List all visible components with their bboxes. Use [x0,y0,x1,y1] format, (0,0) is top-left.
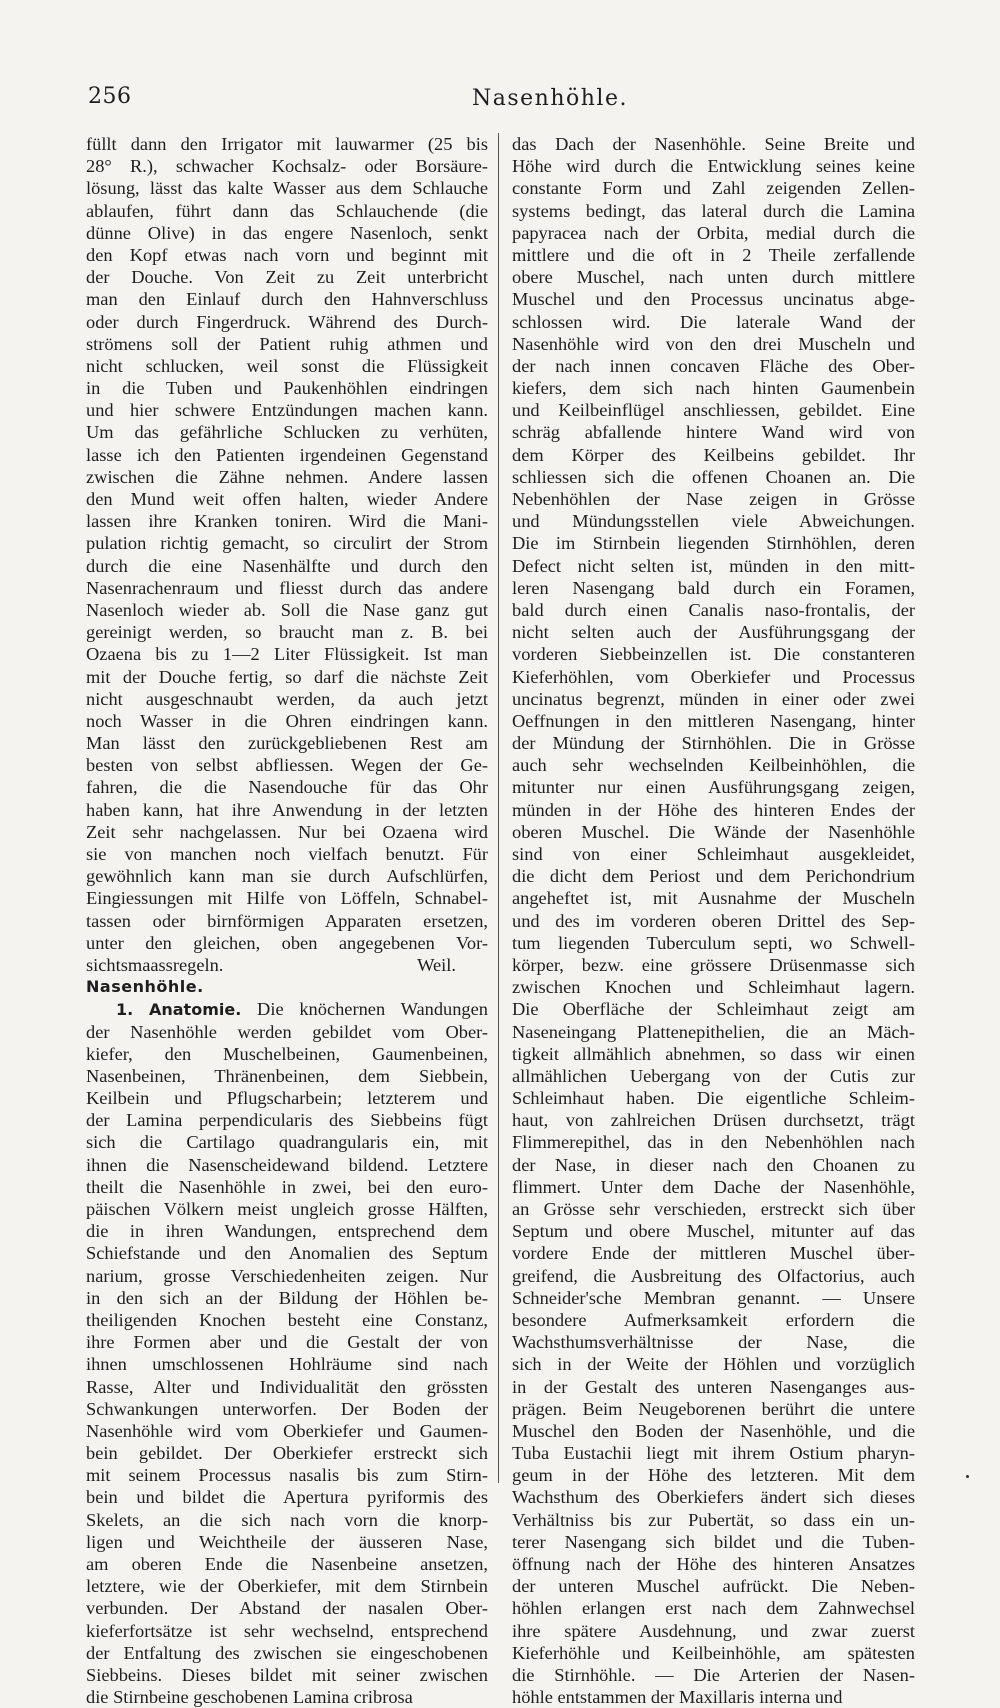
text-line: und des im vorderen oberen Drittel des Sep- [512,910,915,932]
text-line: prägen. Beim Neugeborenen berührt die untere [512,1398,915,1420]
paragraph-anatomy-continued [512,133,915,1708]
text-line: ihnen umschlossenen Hohlräume sind nach [86,1353,488,1375]
text-line: angeheftet ist, mit Ausnahme der Muscheln [512,887,915,909]
text-line: Muschel und den Processus uncinatus abge- [512,288,915,310]
text-line: Flimmerepithel, das in den Nebenhöhlen nach [512,1131,915,1153]
text-line: ihre Formen aber und die Gestalt der von [86,1331,488,1353]
text-line: münden in der Höhe des hinteren Endes der [512,799,915,821]
left-column [86,133,488,1708]
text-line: der unteren Muschel aufrückt. Die Neben- [512,1575,915,1597]
text-line: die dicht dem Periost und dem Perichondrium [512,865,915,887]
text-line: nicht ausgeschnaubt werden, da auch jetzt [86,688,488,710]
text-line: unter den gleichen, oben angegebenen Vor- [86,932,488,954]
text-line: Schwankungen unterworfen. Der Boden der [86,1398,488,1420]
text-line: pulation richtig gemacht, so circulirt der Strom [86,532,488,554]
text-line: in der Gestalt des unteren Nasenganges aus- [512,1376,915,1398]
text-line: lösung, lässt das kalte Wasser aus dem Schlauche [86,177,488,199]
text-line: uncinatus begrenzt, münden in einer oder zwei [512,688,915,710]
text-line: Schiefstande und den Anomalien des Septum [86,1242,488,1264]
text-line: an Grösse sehr verschieden, erstreckt sich über [512,1198,915,1220]
text-line: der Nase, in dieser nach den Choanen zu [512,1154,915,1176]
text-line: Kieferhöhle und Keilbeinhöhle, am spätesten [512,1642,915,1664]
text-line: Wachsthumsverhältnisse der Nase, die [512,1331,915,1353]
text-line: kieferfortsätze ist sehr wechselnd, entsprechend [86,1620,488,1642]
text-line: systems bedingt, das lateral durch die Lamina [512,200,915,222]
text-line: in die Tuben und Paukenhöhlen eindringen [86,377,488,399]
text-line: schlossen wird. Die laterale Wand der [512,311,915,333]
text-line: sich in der Weite der Höhlen und vorzüglich [512,1353,915,1375]
text-line: der nach innen concaven Fläche des Ober- [512,355,915,377]
text-line: mit seinem Processus nasalis bis zum Stirn- [86,1464,488,1486]
text-line: ablaufen, führt dann das Schlauchende (die [86,200,488,222]
paragraph-irrigation [86,133,488,954]
text-line: theiligenden Knochen besteht eine Constanz, [86,1309,488,1331]
text-line: den Mund weit offen halten, wieder Andere [86,488,488,510]
text-line: zwischen Knochen und Schleimhaut lagern. [512,976,915,998]
text-line: bald durch einen Canalis naso-frontalis, der [512,599,915,621]
text-line: schliessen sich die offenen Choanen an. Die [512,466,915,488]
subsection-number: 1. [116,1000,133,1019]
text-line: Wachsthum des Oberkiefers ändert sich dieses [512,1486,915,1508]
text-line: noch Wasser in die Ohren eindringen kann. [86,710,488,732]
text-line: terer Nasengang sich bildet und die Tuben- [512,1531,915,1553]
text-line: der Entfaltung des zwischen sie eingeschobenen [86,1642,488,1664]
text-line: Oeffnungen in den mittleren Nasengang, hinter [512,710,915,732]
text-line: öffnung nach der Höhe des hinteren Ansatzes [512,1553,915,1575]
text-line: der Lamina perpendicularis des Siebbeins fügt [86,1109,488,1131]
text-line: sich die Cartilago quadrangularis ein, mit [86,1131,488,1153]
text-line: der Nasenhöhle werden gebildet vom Ober- [86,1021,488,1043]
text-line: Höhe wird durch die Entwicklung seines keine [512,155,915,177]
text-line: papyracea nach der Orbita, medial durch die [512,222,915,244]
text-line: Nasenrachenraum und fliesst durch das andere [86,577,488,599]
text-line: Skelets, an die sich nach vorn die knorp- [86,1509,488,1531]
text-line: Die Oberfläche der Schleimhaut zeigt am [512,998,915,1020]
section-heading: Nasenhöhle. [86,976,488,998]
text-line: bein gebildet. Der Oberkiefer erstreckt sich [86,1442,488,1464]
text-line: höhlen erlangen erst nach dem Zahnwechsel [512,1597,915,1619]
text-line: verbunden. Der Abstand der nasalen Ober- [86,1597,488,1619]
text-line: mit der Douche fertig, so darf die nächste Zeit [86,666,488,688]
text-line: Naseneingang Plattenepithelien, die an Mäch- [512,1021,915,1043]
text-line: und hier schwere Entzündungen machen kann. [86,399,488,421]
text-line: Kieferhöhlen, vom Oberkiefer und Processus [512,666,915,688]
text-line: leren Nasengang bald durch ein Foramen, [512,577,915,599]
text-line: narium, grosse Verschiedenheiten zeigen. Nur [86,1265,488,1287]
text-line: füllt dann den Irrigator mit lauwarmer (25 bis [86,133,488,155]
text-line: oberen Muschel. Die Wände der Nasenhöhle [512,821,915,843]
text-line: nicht selten auch der Ausführungsgang der [512,621,915,643]
text-line: Nasenbeinen, Thränenbeinen, dem Siebbein, [86,1065,488,1087]
subsection-title: Anatomie. [149,1000,241,1019]
text-line: gereinigt werden, so braucht man z. B. bei [86,621,488,643]
text-line: man den Einlauf durch den Hahnverschluss [86,288,488,310]
text-line: mitunter nur einen Ausführungsgang zeigen, [512,776,915,798]
text-line: zwischen die Zähne nehmen. Andere lassen [86,466,488,488]
text-line: tum liegenden Tuberculum septi, wo Schwell- [512,932,915,954]
text-line: die Stirnbeine geschobenen Lamina cribrosa [86,1686,488,1708]
text-line: allmählichen Uebergang von der Cutis zur [512,1065,915,1087]
paragraph-last-line: sichtsmaassregeln. [86,954,223,976]
text-line: und Keilbeinflügel anschliessen, gebildet. Eine [512,399,915,421]
text-line: Rasse, Alter und Individualität den grössten [86,1376,488,1398]
text-line: nicht schlucken, weil sonst die Flüssigkeit [86,355,488,377]
text-line: obere Muschel, nach unten durch mittlere [512,266,915,288]
text-line: oder durch Fingerdruck. Während des Durch- [86,311,488,333]
text-line: Tuba Eustachii liegt mit ihrem Ostium pharyn- [512,1442,915,1464]
text-line: Zeit sehr nachgelassen. Nur bei Ozaena wird [86,821,488,843]
text-line: geum in der Höhe des letzteren. Mit dem [512,1464,915,1486]
text-line: päischen Völkern meist ungleich grosse Hälften, [86,1198,488,1220]
subsection-heading-line [86,998,488,1020]
text-line: Muschel den Boden der Nasenhöhle, und die [512,1420,915,1442]
text-line: Eingiessungen mit Hilfe von Löffeln, Schnabel- [86,887,488,909]
text-line: ihnen die Nasenscheidewand bildend. Letztere [86,1154,488,1176]
text-line: 28° R.), schwacher Kochsalz- oder Borsäure- [86,155,488,177]
text-line: und Mündungsstellen viele Abweichungen. [512,510,915,532]
text-line: haut, von zahlreichen Drüsen durchsetzt, trägt [512,1109,915,1131]
text-line: Defect nicht selten ist, münden in den mitt- [512,555,915,577]
text-line: Schleimhaut haben. Die eigentliche Schleim- [512,1087,915,1109]
text-line: Nasenhöhle wird vom Oberkiefer und Gaumen- [86,1420,488,1442]
text-line: strömens soll der Patient ruhig athmen und [86,333,488,355]
text-line: sie von manchen noch vielfach benutzt. Für [86,843,488,865]
text-line: tassen oder birnförmigen Apparaten ersetzen, [86,910,488,932]
text-line: auch sehr wechselnden Keilbeinhöhlen, die [512,754,915,776]
text-line: schräg abfallende hintere Wand wird von [512,421,915,443]
text-line: Keilbein und Pflugscharbein; letzterem und [86,1087,488,1109]
text-line: der Mündung der Stirnhöhlen. Die in Grösse [512,732,915,754]
text-line: Verhältniss bis zur Pubertät, so dass ein un- [512,1509,915,1531]
text-line: Die im Stirnbein liegenden Stirnhöhlen, deren [512,532,915,554]
right-column [512,133,915,1708]
text-line: constante Form und Zahl zeigenden Zellen- [512,177,915,199]
text-line: am oberen Ende die Nasenbeine ansetzen, [86,1553,488,1575]
text-line: Man lässt den zurückgebliebenen Rest am [86,732,488,754]
text-line: den Kopf etwas nach vorn und beginnt mit [86,244,488,266]
text-line: besondere Aufmerksamkeit erfordern die [512,1309,915,1331]
text-line: vordere Ende der mittleren Muschel über- [512,1242,915,1264]
text-line: haben kann, hat ihre Anwendung in der letzten [86,799,488,821]
text-line: die in ihren Wandungen, entsprechend dem [86,1220,488,1242]
text-line: der Douche. Von Zeit zu Zeit unterbricht [86,266,488,288]
text-line: Nasenloch wieder ab. Soll die Nase ganz gut [86,599,488,621]
text-line: Nasenhöhle wird von den drei Muscheln und [512,333,915,355]
text-line: in den sich an der Bildung der Höhlen be- [86,1287,488,1309]
text-line: ligen und Weichtheile der äusseren Nase, [86,1531,488,1553]
text-line: sind von einer Schleimhaut ausgekleidet, [512,843,915,865]
text-line: die Stirnhöhle. — Die Arterien der Nasen- [512,1664,915,1686]
text-line: letztere, wie der Oberkiefer, mit dem Stirnbein [86,1575,488,1597]
text-line: lasse ich den Patienten irgendeinen Gegenstand [86,444,488,466]
text-line: durch die eine Nasenhälfte und durch den [86,555,488,577]
text-line: lassen ihre Kranken toniren. Wird die Mani- [86,510,488,532]
text-line: gewöhnlich kann man sie durch Aufschlürfen, [86,865,488,887]
running-title: Nasenhöhle. [400,86,700,111]
text-line: fahren, die die Nasendouche für das Ohr [86,776,488,798]
text-line: das Dach der Nasenhöhle. Seine Breite und [512,133,915,155]
paragraph-anatomy [86,1021,488,1708]
text-line: Nebenhöhlen der Nase zeigen in Grösse [512,488,915,510]
text-line: körper, bezw. eine grössere Drüsenmasse sich [512,954,915,976]
text-line: Um das gefährliche Schlucken zu verhüten, [86,421,488,443]
print-speck [966,1475,969,1478]
page-number: 256 [88,84,132,109]
text-line: höhle entstammen der Maxillaris interna und [512,1686,915,1708]
text-line: dem Körper des Keilbeins gebildet. Ihr [512,444,915,466]
text-line: Siebbeins. Dieses bildet mit seiner zwischen [86,1664,488,1686]
text-line: bein und bildet die Apertura pyriformis des [86,1486,488,1508]
text-line: greifend, die Ausbreitung des Olfactorius, auch [512,1265,915,1287]
paragraph-last-line-with-author [86,954,488,976]
text-line: besten von selbst abfliessen. Wegen der Ge- [86,754,488,776]
text-line: theilt die Nasenhöhle in zwei, bei den euro- [86,1176,488,1198]
author-signature: Weil. [417,954,456,976]
text-line: flimmert. Unter dem Dache der Nasenhöhle, [512,1176,915,1198]
text-line: kiefers, dem sich nach hinten Gaumenbein [512,377,915,399]
text-line: Schneider'sche Membran genannt. — Unsere [512,1287,915,1309]
text-line: Ozaena bis zu 1—2 Liter Flüssigkeit. Ist man [86,643,488,665]
text-line: kiefer, den Muschelbeinen, Gaumenbeinen, [86,1043,488,1065]
text-line: ihre spätere Ausdehnung, und zwar zuerst [512,1620,915,1642]
subsection-first-line: Die knöchernen Wandungen [257,999,488,1019]
text-line: vorderen Siebbeinzellen ist. Die constanteren [512,643,915,665]
text-line: Septum und obere Muschel, mitunter auf das [512,1220,915,1242]
text-line: dünne Olive) in das engere Nasenloch, senkt [86,222,488,244]
text-line: mittlere und die oft in 2 Theile zerfallende [512,244,915,266]
text-line: tigkeit allmählich abnehmen, so dass wir einen [512,1043,915,1065]
column-divider [498,133,499,1483]
